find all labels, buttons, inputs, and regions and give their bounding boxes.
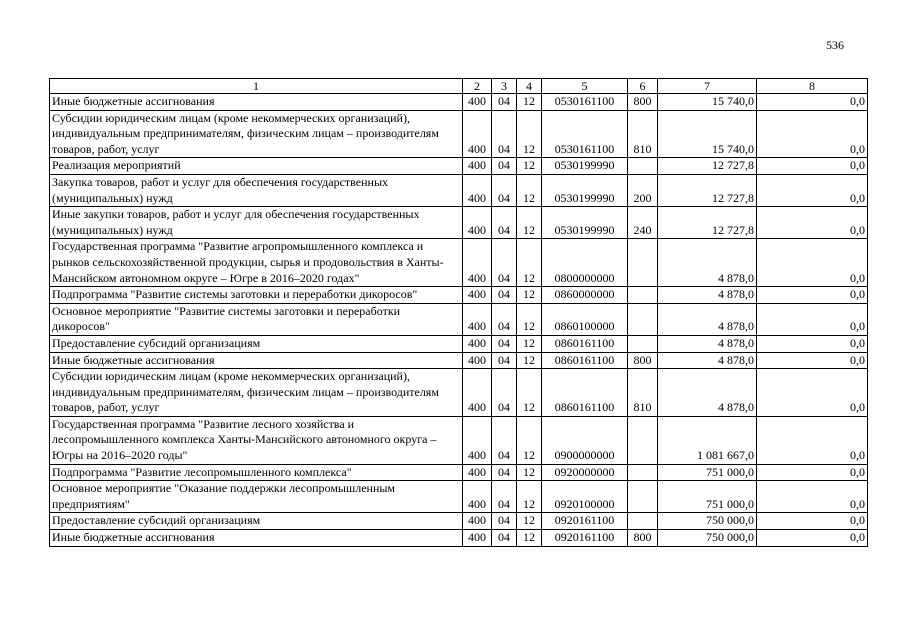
subsection-code-cell: 04: [492, 207, 517, 239]
subsection-code-cell: 12: [517, 158, 542, 175]
header-cell: 3: [492, 79, 517, 94]
section-code-cell: 400: [463, 110, 492, 158]
subsection-code-cell: 12: [517, 303, 542, 335]
table-row: [50, 207, 868, 239]
target-article-cell: 0530199990: [542, 174, 628, 206]
section-code-cell: 400: [463, 530, 492, 547]
amount-cell: 0,0: [757, 207, 868, 239]
target-article-cell: 0800000000: [542, 239, 628, 287]
table-row: [50, 464, 868, 481]
budget-table: [49, 78, 868, 547]
subsection-code-cell: 04: [492, 110, 517, 158]
amount-cell: 4 878,0: [658, 369, 757, 417]
amount-cell: 0,0: [757, 303, 868, 335]
page-number: 536: [826, 38, 844, 52]
target-article-cell: 0920161100: [542, 513, 628, 530]
section-code-cell: 400: [463, 239, 492, 287]
row-name-cell: Предоставление субсидий организациям: [50, 335, 463, 352]
subsection-code-cell: 04: [492, 369, 517, 417]
amount-cell: 1 081 667,0: [658, 416, 757, 464]
section-code-cell: 400: [463, 158, 492, 175]
row-name-cell: Иные закупки товаров, работ и услуг для обеспечения государственных (муниципальных) нужд: [50, 207, 463, 239]
expense-type-cell: [628, 335, 658, 352]
amount-cell: 0,0: [757, 174, 868, 206]
expense-type-cell: [628, 416, 658, 464]
table-row: [50, 174, 868, 206]
section-code-cell: 400: [463, 303, 492, 335]
expense-type-cell: [628, 239, 658, 287]
section-code-cell: 400: [463, 464, 492, 481]
row-name-cell: Подпрограмма "Развитие системы заготовки и переработки дикоросов": [50, 287, 463, 304]
amount-cell: 0,0: [757, 352, 868, 369]
subsection-code-cell: 04: [492, 530, 517, 547]
subsection-code-cell: 12: [517, 287, 542, 304]
expense-type-cell: 810: [628, 110, 658, 158]
section-code-cell: 400: [463, 335, 492, 352]
row-name-cell: Государственная программа "Развитие лесного хозяйства и лесопромышленного комплекса Ханты-Мансийского автономного округа – Югры на 2016–2020 годы": [50, 416, 463, 464]
subsection-code-cell: 12: [517, 530, 542, 547]
amount-cell: 750 000,0: [658, 530, 757, 547]
amount-cell: 0,0: [757, 464, 868, 481]
amount-cell: 4 878,0: [658, 303, 757, 335]
table-row: [50, 94, 868, 111]
row-name-cell: Предоставление субсидий организациям: [50, 513, 463, 530]
header-cell: 1: [50, 79, 463, 94]
amount-cell: 751 000,0: [658, 464, 757, 481]
amount-cell: 0,0: [757, 513, 868, 530]
amount-cell: 0,0: [757, 481, 868, 513]
amount-cell: 12 727,8: [658, 158, 757, 175]
expense-type-cell: [628, 464, 658, 481]
amount-cell: 0,0: [757, 287, 868, 304]
section-code-cell: 400: [463, 369, 492, 417]
expense-type-cell: 800: [628, 94, 658, 111]
target-article-cell: 0530199990: [542, 158, 628, 175]
expense-type-cell: 800: [628, 352, 658, 369]
table-row: [50, 352, 868, 369]
subsection-code-cell: 12: [517, 464, 542, 481]
section-code-cell: 400: [463, 513, 492, 530]
table-row: [50, 158, 868, 175]
target-article-cell: 0860161100: [542, 369, 628, 417]
table-row: [50, 303, 868, 335]
table-row: [50, 513, 868, 530]
table-header-row: [50, 79, 868, 94]
subsection-code-cell: 04: [492, 416, 517, 464]
subsection-code-cell: 12: [517, 174, 542, 206]
row-name-cell: Государственная программа "Развитие агропромышленного комплекса и рынков сельскохозяйственной продукции, сырья и продовольствия в Ханты-Мансийском автономном округе – Югре в 2016–2020 годах": [50, 239, 463, 287]
section-code-cell: 400: [463, 481, 492, 513]
table-row: [50, 481, 868, 513]
header-cell: 8: [757, 79, 868, 94]
subsection-code-cell: 04: [492, 513, 517, 530]
amount-cell: 15 740,0: [658, 94, 757, 111]
subsection-code-cell: 04: [492, 174, 517, 206]
table-row: [50, 110, 868, 158]
expense-type-cell: 800: [628, 530, 658, 547]
target-article-cell: 0920161100: [542, 530, 628, 547]
table-row: [50, 369, 868, 417]
header-cell: 5: [542, 79, 628, 94]
expense-type-cell: 200: [628, 174, 658, 206]
row-name-cell: Реализация мероприятий: [50, 158, 463, 175]
subsection-code-cell: 12: [517, 207, 542, 239]
amount-cell: 4 878,0: [658, 335, 757, 352]
amount-cell: 0,0: [757, 110, 868, 158]
expense-type-cell: [628, 303, 658, 335]
section-code-cell: 400: [463, 287, 492, 304]
subsection-code-cell: 04: [492, 287, 517, 304]
subsection-code-cell: 04: [492, 303, 517, 335]
header-cell: 2: [463, 79, 492, 94]
table-body: [50, 79, 868, 547]
subsection-code-cell: 04: [492, 464, 517, 481]
subsection-code-cell: 04: [492, 352, 517, 369]
subsection-code-cell: 12: [517, 239, 542, 287]
header-cell: 7: [658, 79, 757, 94]
table-row: [50, 287, 868, 304]
section-code-cell: 400: [463, 352, 492, 369]
subsection-code-cell: 12: [517, 352, 542, 369]
row-name-cell: Основное мероприятие "Развитие системы заготовки и переработки дикоросов": [50, 303, 463, 335]
amount-cell: 4 878,0: [658, 287, 757, 304]
expense-type-cell: [628, 513, 658, 530]
subsection-code-cell: 04: [492, 94, 517, 111]
target-article-cell: 0860100000: [542, 303, 628, 335]
amount-cell: 751 000,0: [658, 481, 757, 513]
amount-cell: 4 878,0: [658, 352, 757, 369]
row-name-cell: Закупка товаров, работ и услуг для обеспечения государственных (муниципальных) нужд: [50, 174, 463, 206]
amount-cell: 0,0: [757, 94, 868, 111]
subsection-code-cell: 12: [517, 94, 542, 111]
subsection-code-cell: 12: [517, 110, 542, 158]
amount-cell: 750 000,0: [658, 513, 757, 530]
section-code-cell: 400: [463, 207, 492, 239]
target-article-cell: 0900000000: [542, 416, 628, 464]
amount-cell: 0,0: [757, 335, 868, 352]
subsection-code-cell: 12: [517, 416, 542, 464]
subsection-code-cell: 04: [492, 158, 517, 175]
subsection-code-cell: 12: [517, 369, 542, 417]
target-article-cell: 0860161100: [542, 352, 628, 369]
subsection-code-cell: 04: [492, 335, 517, 352]
target-article-cell: 0860161100: [542, 335, 628, 352]
section-code-cell: 400: [463, 94, 492, 111]
amount-cell: 0,0: [757, 530, 868, 547]
amount-cell: 0,0: [757, 369, 868, 417]
target-article-cell: 0860000000: [542, 287, 628, 304]
amount-cell: 0,0: [757, 158, 868, 175]
target-article-cell: 0920100000: [542, 481, 628, 513]
expense-type-cell: [628, 481, 658, 513]
amount-cell: 15 740,0: [658, 110, 757, 158]
section-code-cell: 400: [463, 416, 492, 464]
amount-cell: 4 878,0: [658, 239, 757, 287]
amount-cell: 12 727,8: [658, 207, 757, 239]
amount-cell: 0,0: [757, 239, 868, 287]
row-name-cell: Субсидии юридическим лицам (кроме некоммерческих организаций), индивидуальным предпринимателям, физическим лицам – производителям товаров, работ, услуг: [50, 110, 463, 158]
row-name-cell: Субсидии юридическим лицам (кроме некоммерческих организаций), индивидуальным предпринимателям, физическим лицам – производителям товаров, работ, услуг: [50, 369, 463, 417]
row-name-cell: Основное мероприятие "Оказание поддержки лесопромышленным предприятиям": [50, 481, 463, 513]
target-article-cell: 0530161100: [542, 94, 628, 111]
table-row: [50, 530, 868, 547]
expense-type-cell: [628, 158, 658, 175]
header-cell: 6: [628, 79, 658, 94]
target-article-cell: 0530199990: [542, 207, 628, 239]
target-article-cell: 0530161100: [542, 110, 628, 158]
subsection-code-cell: 04: [492, 481, 517, 513]
subsection-code-cell: 12: [517, 335, 542, 352]
header-cell: 4: [517, 79, 542, 94]
row-name-cell: Подпрограмма "Развитие лесопромышленного комплекса": [50, 464, 463, 481]
table-row: [50, 239, 868, 287]
row-name-cell: Иные бюджетные ассигнования: [50, 530, 463, 547]
subsection-code-cell: 12: [517, 481, 542, 513]
expense-type-cell: 240: [628, 207, 658, 239]
row-name-cell: Иные бюджетные ассигнования: [50, 94, 463, 111]
target-article-cell: 0920000000: [542, 464, 628, 481]
subsection-code-cell: 12: [517, 513, 542, 530]
expense-type-cell: [628, 287, 658, 304]
table-row: [50, 335, 868, 352]
amount-cell: 0,0: [757, 416, 868, 464]
amount-cell: 12 727,8: [658, 174, 757, 206]
expense-type-cell: 810: [628, 369, 658, 417]
subsection-code-cell: 04: [492, 239, 517, 287]
table-row: [50, 416, 868, 464]
section-code-cell: 400: [463, 174, 492, 206]
row-name-cell: Иные бюджетные ассигнования: [50, 352, 463, 369]
